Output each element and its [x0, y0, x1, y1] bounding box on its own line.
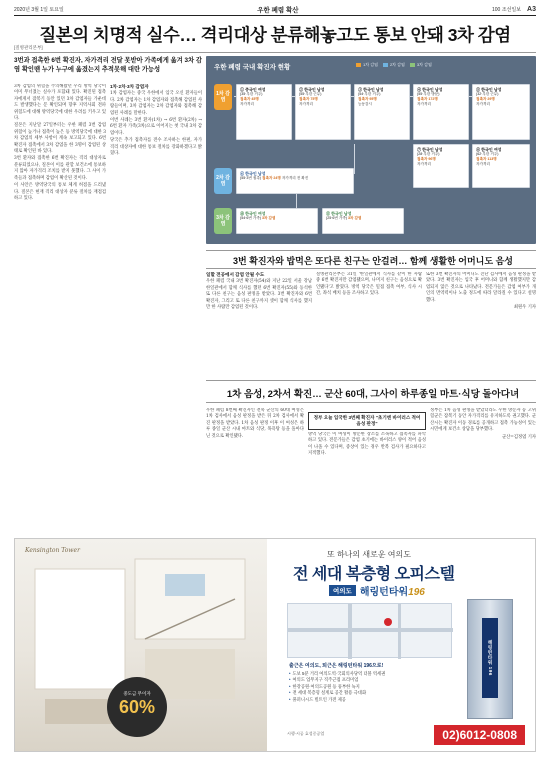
section-3-headline: 1차 음성, 2차서 확진… 군산 60대, 그사이 하루종일 마트·식당 돌아다녀 — [226, 389, 520, 400]
location-map — [287, 603, 452, 658]
advertisement[interactable] — [14, 538, 536, 752]
paragraph: 당국은 추가 접촉자를 전수 조사하는 한편, 자가격리 대상자에 대한 통보 절차를 강화하겠다고 밝혔다. — [110, 138, 202, 157]
article-column-1 — [14, 84, 106, 528]
list-item: • 전 세대 복층형 설계로 공간 활용 극대화 — [289, 690, 367, 696]
connector-line — [354, 144, 355, 174]
case-box-10: ⑩ 한국인 여성 (54·6번 가족) 3차 감염 — [236, 208, 318, 234]
legend-item: 1차 감염 — [356, 62, 378, 68]
map-pin-icon — [384, 618, 392, 626]
paragraph: 방역 당국은 이 여성이 방문한 장소를 소독하고 접촉자를 파악하고 있다. 전문가들은 감염 초기에는 바이러스 양이 적어 음성이 나올 수 있다며, 증상이 있는 경우 반복 검사가 필요하다고 지적했다. — [308, 432, 426, 457]
tower-sign: 해링턴타워 196 — [482, 618, 498, 698]
stage-tag-3: 3차 감염 — [214, 208, 232, 234]
ad-interior-photo — [15, 539, 267, 751]
infographic-legend — [356, 62, 432, 68]
case-box-4: ④ 한국인 남성 (55·우한 방문) 접촉자 172명 자가격리 — [413, 84, 469, 140]
section-3-column-3 — [430, 408, 536, 530]
divider — [14, 52, 536, 53]
legend-item: 3차 감염 — [410, 62, 432, 68]
page-headline: 질본의 치명적 실수… 격리대상 분류해놓고도 통보 안돼 3차 감염 — [39, 25, 511, 45]
article-subhead: 3번과 접촉한 6번 확진자, 자가격리 전달 못받아 가족에게 옮겨 3차 감염 확인땐 누가 누구에 옮겼는지 추적못해 대란 가능성 — [14, 57, 202, 73]
paragraph: 질병관리본부는 31일 '한일관에서 식사를 같이 한 사람 중 6번 확진자만 감염됐으며, 나머지 친구는 음성으로 확인됐다'고 밝혔다. 방역 당국은 밀접 접촉 여부, 식사 시간, 좌석 배치 등을 조사하고 있다. — [316, 272, 422, 297]
list-item: • 한강공원·여의도공원 등 풍부한 녹지 — [289, 683, 360, 689]
paragraph: 정부는 1차 음성 판정을 받았더라도 우한 방문자 등 고위험군은 잠복기 동안 자가격리를 유지하도록 권고했다. 군산시는 확진자 이동 경로를 공개하고 접촉 가능성이 있는 시민에게 보건소 상담을 당부했다. — [430, 408, 536, 433]
byline: 최원우 기자 — [513, 305, 536, 311]
masthead-right — [492, 6, 536, 13]
section-2-headline: 3번 확진자와 밥먹은 또다른 친구는 안걸려… 함께 생활한 어머니도 음성 — [233, 256, 513, 266]
divider — [206, 268, 536, 269]
ad-tagline: 또 하나의 새로운 여의도 — [327, 550, 411, 559]
developer-logo: 시행·시공 효성중공업 — [287, 731, 325, 736]
divider — [206, 250, 536, 251]
column-subtitle: 일할 전공에서 감염 안될 수도 — [206, 272, 265, 277]
section-2-column-1 — [206, 272, 312, 376]
ad-building-name: 해링턴타워196 — [359, 587, 425, 598]
case-box-3: ③ 한국인 남성 (54·우한 거주) 접촉자 95명 능동감시 — [354, 84, 410, 140]
paragraph: 질본은 지난달 27일부터는 우한 폐렴 3번 감염 위험이 높거나 접촉이 높은 등 방역당국에 대한 3차 감염의 세부 사항이 계속 보고되고 있다. 6번 확진자 접촉에서 3차 감염을 한 3명이 감염된 상태로 확인된 바 있다. — [14, 123, 106, 155]
case-box-1: ① 중국인 여성 (35·우한 거주) 접촉자 45명 자가격리 — [236, 84, 292, 140]
list-item: • 여의도 업무지구 직주근접 프리미엄 — [289, 677, 359, 683]
case-box-6: ⑥ 한국인 남성 (55·3번 접촉) 접촉자 24명 자가격리 전 확진 — [236, 168, 354, 194]
stage-tag-2: 2차 감염 — [214, 168, 232, 194]
ad-copy — [273, 539, 535, 751]
masthead — [14, 4, 536, 16]
article-column-2 — [110, 84, 202, 528]
list-item: • 풀퍼니시드 빌트인 가전 제공 — [289, 696, 346, 702]
ad-features-head: 출근은 여의도, 퇴근은 해링턴타워 196으로! — [289, 663, 384, 669]
divider — [206, 380, 536, 381]
page-number: A3 — [527, 6, 536, 13]
case-box-8: ⑧ 한국인 여성 (62·우한 거주) 접촉자 113명 자가격리 — [472, 144, 530, 188]
issue-date: 2020년 3월 1일 토요일 — [14, 7, 64, 13]
case-box-7: ⑦ 한국인 남성 (28·우한 거주) 접촉자 96명 자가격리 — [413, 144, 469, 188]
case-box-2: ② 한국인 남성 (55·우한 근무) 접촉자 75명 자가격리 — [295, 84, 351, 140]
ad-brand-name: Kensington Tower — [25, 547, 80, 554]
ad-property-name — [329, 583, 425, 598]
paragraph: 이 사안은 방역당국의 통보 체계 허점을 드러냈다. 질본은 현재 격리 대상자 분류 절차를 재점검하고 있다. — [14, 183, 106, 201]
paragraph: 3차 감염의 위험을 주의해왔던 우리 방역 당국이 이미 무너졌는 실수가 포함돼 있다. 확진된 접촉자에게서 잠복기 동안 있던 3차 감염자들 가운데도 발생했다는 문 확인되며 향후 지역사회 전파 위험도에 대해 방역당국에 대한 우려를 키우고 있다. — [14, 84, 106, 122]
section-title: 우한 폐렴 확산 — [257, 7, 299, 14]
paragraph: 또한 3번 확진자의 어머니도 진단 검사에서 음성 판정을 받았다. 3번 확진자는 입국 후 어머니와 함께 생활했지만 감염되지 않은 것으로 나타났다. 전문가들은 감염 여부가 개인의 면역력이나 노출 정도에 따라 달라질 수 있다고 설명했다. — [426, 272, 536, 303]
column-subtitle: 1차·2차·3차 감염자 — [110, 84, 149, 89]
section-2-column-2 — [316, 272, 422, 376]
ad-features-list — [289, 663, 459, 704]
section-3-column-1 — [206, 408, 304, 530]
ad-location: 여의도 — [329, 585, 356, 596]
section-3-column-2 — [308, 432, 426, 530]
paragraph: 우한 폐렴 8번째 확진자인 전북 군산의 60대 여성은 1차 검사에서 음성 판정을 받은 뒤 2차 검사에서 확진 판정을 받았다. 1차 음성 판정 이후 이 여성은 하루 종일 군산 시내 마트와 식당, 목욕탕 등을 돌아다닌 것으로 확인됐다. — [206, 408, 304, 439]
paper-name: 100 조선일보 — [491, 7, 522, 13]
stage-tag-1: 1차 감염 — [214, 84, 232, 110]
legend-item: 2차 감염 — [383, 62, 405, 68]
case-box-5: ⑤ 한국인 남성 (32·우한 근무) 접촉자 29명 자가격리 — [472, 84, 530, 140]
paragraph: 이번 사례는 3번 환자(1차) → 6번 환자(2차) → 6번 환자 가족(3차)으로 이어지는 첫 국내 3차 감염이다. — [110, 118, 202, 136]
ad-offer-badge: 중도금 무이자 60% — [107, 677, 167, 737]
paragraph: 3번 환자와 접촉한 6번 확진자는 격리 대상자로 분류되었으나, 질본이 이를 관할 보건소에 통보하지 않아 자가격리 조치를 받지 못했다. 그 사이 가족들과 접촉하며 감염이 확산된 것이다. — [14, 156, 106, 181]
list-item: • 도보 5분 거리 여의도역·국회의사당역 더블 역세권 — [289, 670, 386, 676]
section-2-column-3 — [426, 272, 536, 376]
building-illustration — [467, 599, 513, 719]
paragraph: 우한 폐렴 국내 3번 확진자(54)와 지난 22일 서울 강남 한일관에서 함께 식사를 했던 6번 확진자(55)와 동석한 또 다른 친구는 음성 판정을 받았다. 3번 확진자와 6번 확진자, 그리고 또 다른 친구까지 셋이 함께 식사를 했지만 한 사람만 감염된 것이다. — [206, 279, 312, 311]
ad-phone-number[interactable]: 02)6012-0808 — [434, 725, 525, 745]
byline: 군산=김정엽 기자 — [501, 434, 536, 440]
ad-title: 전 세대 복층형 오피스텔 — [293, 566, 455, 583]
sidebar-box-title: 정부 오늘 입국한 3번째 확진자 "초기엔 바이러스 적어 음성 판정" — [308, 412, 426, 430]
infographic-transmission-chart — [206, 56, 536, 244]
divider — [206, 402, 536, 403]
paragraph: 1차 감염자는 중국 우한에서 입국 오신 환자들이다. 2차 감염자는 1차 감염자와 접촉해 감염된 사람들이며, 3차 감염자는 2차 감염자와 접촉해 감염된 사례를 말한다. — [110, 91, 202, 116]
case-box-11: ⑪ 한국인 남성 (25·6번 가족) 3차 감염 — [322, 208, 404, 234]
infographic-title: 우한 폐렴 국내 확진자 현황 — [214, 64, 291, 71]
headline-credit: [질병관리본부] — [14, 45, 43, 50]
